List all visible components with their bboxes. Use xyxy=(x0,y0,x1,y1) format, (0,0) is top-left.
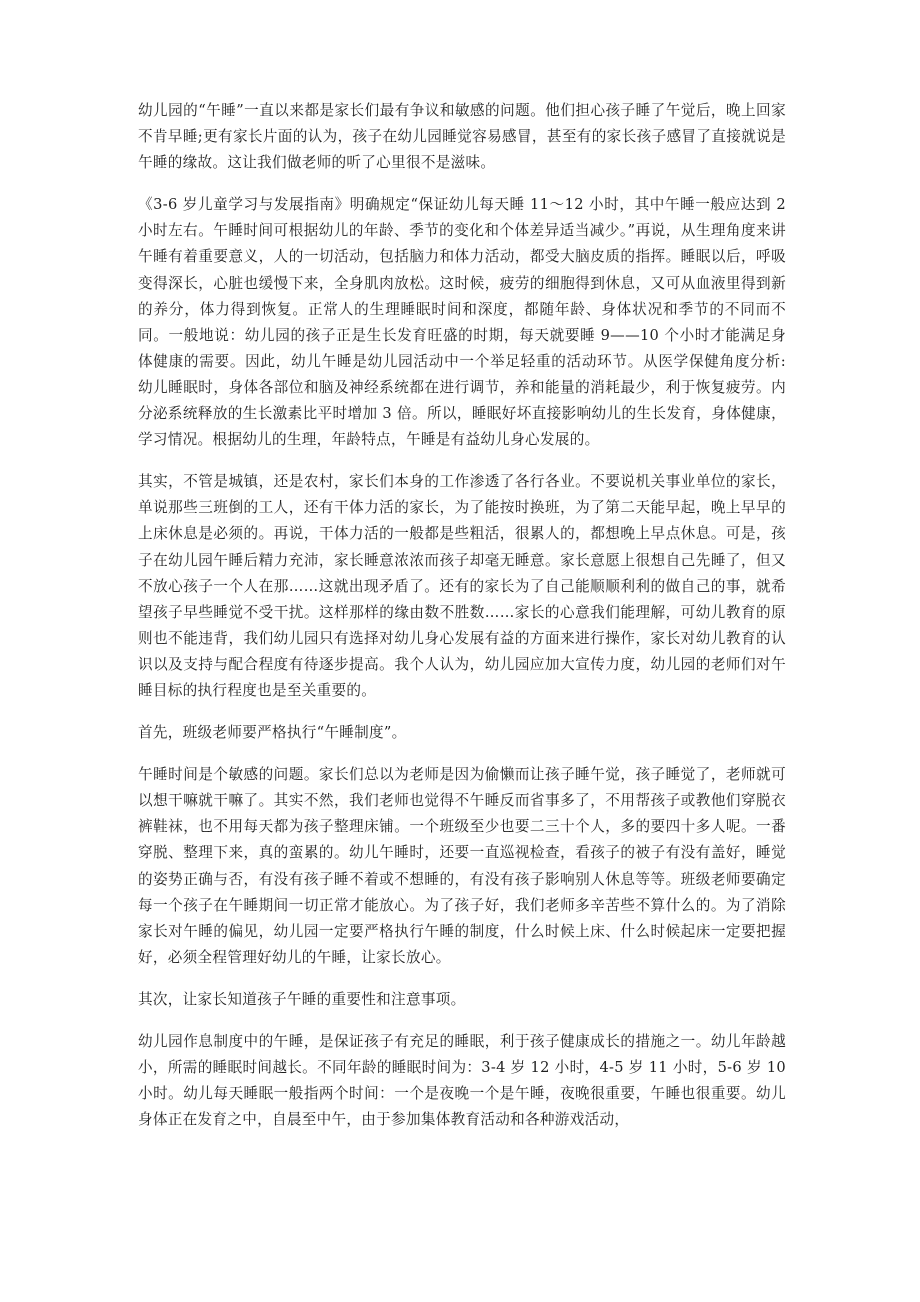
paragraph-7: 幼儿园作息制度中的午睡，是保证孩子有充足的睡眠，利于孩子健康成长的措施之一。幼儿年龄越小，所需的睡眠时间越长。不同年龄的睡眠时间为：3-4 岁 12 小时，4-5 岁 11 小时，5-6 岁 10 小时。幼儿每天睡眠一般指两个时间：一个是夜晚一个是午睡，夜晚很重要，午睡也很重要。幼儿身体正在发育之中，自晨至中午，由于参加集体教育活动和各种游戏活动， xyxy=(138,1033,786,1129)
paragraph-6-heading-second-point: 其次，让家长知道孩子午睡的重要性和注意事项。 xyxy=(138,990,466,1008)
document-body-text-column xyxy=(138,98,786,1133)
paragraph-1: 幼儿园的“午睡”一直以来都是家长们最有争议和敏感的问题。他们担心孩子睡了午觉后，晚上回家不肯早睡;更有家长片面的认为，孩子在幼儿园睡觉容易感冒，甚至有的家长孩子感冒了直接就说是午睡的缘故。这让我们做老师的听了心里很不是滋味。 xyxy=(138,102,786,172)
paragraph-5: 午睡时间是个敏感的问题。家长们总以为老师是因为偷懒而让孩子睡午觉，孩子睡觉了，老师就可以想干嘛就干嘛了。其实不然，我们老师也觉得不午睡反而省事多了，不用帮孩子或教他们穿脱衣裤鞋袜，也不用每天都为孩子整理床铺。一个班级至少也要二三十个人，多的要四十多人呢。一番穿脱、整理下来，真的蛮累的。幼儿午睡时，还要一直巡视检查，看孩子的被子有没有盖好，睡觉的姿势正确与否，有没有孩子睡不着或不想睡的，有没有孩子影响别人休息等等。班级老师要确定每一个孩子在午睡期间一切正常才能放心。为了孩子好，我们老师多辛苦些不算什么的。为了消除家长对午睡的偏见，幼儿园一定要严格执行午睡的制度，什么时候上床、什么时候起床一定要把握好，必须全程管理好幼儿的午睡，让家长放心。 xyxy=(138,766,786,966)
paragraph-3: 其实，不管是城镇，还是农村，家长们本身的工作渗透了各行各业。不要说机关事业单位的家长，单说那些三班倒的工人，还有干体力活的家长，为了能按时换班，为了第二天能早起，晚上早早的上床休息是必须的。再说，干体力活的一般都是些粗活，很累人的，都想晚上早点休息。可是，孩子在幼儿园午睡后精力充沛，家长睡意浓浓而孩子却毫无睡意。家长意愿上很想自己先睡了，但又不放心孩子一个人在那……这就出现矛盾了。还有的家长为了自己能顺顺利利的做自己的事，就希望孩子早些睡觉不受干扰。这样那样的缘由数不胜数……家长的心意我们能理解，可幼儿教育的原则也不能违背，我们幼儿园只有选择对幼儿身心发展有益的方面来进行操作，家长对幼儿教育的认识以及支持与配合程度有待逐步提高。我个人认为，幼儿园应加大宣传力度，幼儿园的老师们对午睡目标的执行程度也是至关重要的。 xyxy=(138,473,786,699)
paragraph-2: 《3-6 岁儿童学习与发展指南》明确规定“保证幼儿每天睡 11～12 小时，其中午睡一般应达到 2 小时左右。午睡时间可根据幼儿的年龄、季节的变化和个体差异适当减少。”再说，从生理角度来讲午睡有着重要意义，人的一切活动，包括脑力和体力活动，都受大脑皮质的指挥。睡眠以后，呼吸变得深长，心脏也缓慢下来，全身肌肉放松。这时候，疲劳的细胞得到休息，又可从血液里得到新的养分，体力得到恢复。正常人的生理睡眠时间和深度，都随年龄、身体状况和季节的不同而不同。一般地说：幼儿园的孩子正是生长发育旺盛的时期，每天就要睡 9——10 个小时才能满足身体健康的需要。因此，幼儿午睡是幼儿园活动中一个举足轻重的活动环节。从医学保健角度分析: 幼儿睡眠时，身体各部位和脑及神经系统都在进行调节，养和能量的消耗最少，利于恢复疲劳。内分泌系统释放的生长激素比平时增加 3 倍。所以，睡眠好坏直接影响幼儿的生长发育，身体健康，学习情况。根据幼儿的生理，年龄特点，午睡是有益幼儿身心发展的。 xyxy=(138,196,786,449)
paragraph-4-heading-first-point: 首先，班级老师要严格执行“午睡制度”。 xyxy=(138,724,407,742)
